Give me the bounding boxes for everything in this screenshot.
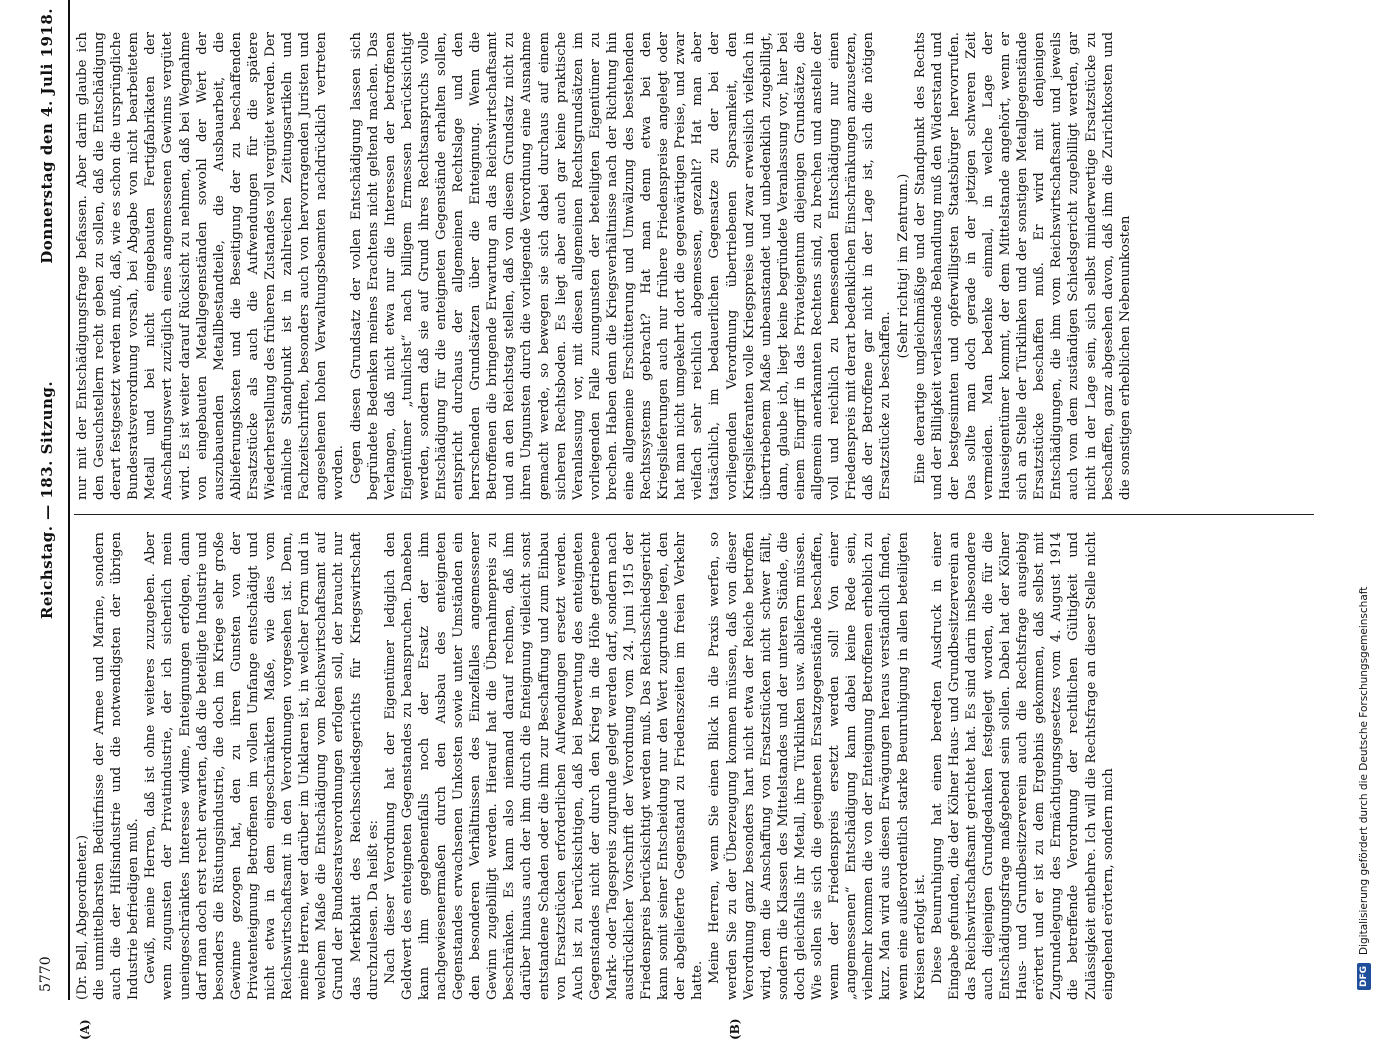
paragraph: Nach dieser Verordnung hat der Eigentümer lediglich den Geldwert des enteigneten Gegenstandes zu beanspruchen. Daneben kann ihm gegebenenfalls noch der Ersatz der ihm nachgewiesenermaßen durch den Ausbau des enteigneten Gegenstandes erwachsenen Unkosten sowie unter Umständen ein den besonderen Verhältnissen des Einzelfalles angemessener Gewinn zugebilligt werden. Hierauf hat die Übernahmepreis zu beschränken. Es kann also niemand darauf rechnen, daß ihm darüber hinaus auch der ihm durch die Enteignung vielleicht sonst entstandene Schaden oder die ihm zur Beschaffung und zum Einbau von Ersatzstücken erforderlichen Aufwendungen ersetzt werden. Auch ist zu berücksichtigen, daß bei Bewertung des enteigneten Gegenstandes nicht der durch den Krieg in die Höhe getriebene Markt- oder Tagespreis zugrunde gelegt werden darf, sondern nach ausdrücklicher Vorschrift der Verordnung vom 24. Juni 1915 der Friedenspreis berücksichtigt werden muß. Das Reichsschiedsgericht kann somit seiner Entscheidung nur den Wert zugrunde legen, den der abgelieferte Gegenstand zu Friedenszeiten im freien Verkehr hatte.	[382, 532, 707, 1000]
paragraph: Gewiß, meine Herren, daß ist ohne weiteres zuzugeben. Aber wenn zugunsten der Privatindustrie, der ich sicherlich mein uneingeschränktes Interesse widme, Enteignungen erfolgen, dann darf man doch erst recht erwarten, daß die beteiligte Industrie und besonders die Rüstungsindustrie, die doch im Kriege sehr große Gewinne gezogen hat, den zu ihren Gunsten von der Privatenteignung Betroffenen im vollen Umfange entschädigt und nicht etwa in dem eingeschränkten Maße, wie dies vom Reichswirtschaftsamt in den Verordnungen vorgesehen ist. Denn, meine Herren, wer darüber im Unklaren ist, in welcher Form und in welchem Maße die Entschädigung vom Reichswirtschaftsamt auf Grund der Bundesratsverordnungen erfolgen soll, der braucht nur das Merkblatt des Reichsschiedsgerichts für Kriegswirtschaft durchzulesen. Da heißt es:	[142, 532, 381, 1000]
interjection: (Sehr richtig! im Zentrum.)	[895, 32, 912, 500]
left-column	[74, 532, 1314, 1000]
paragraph: Diese Beunruhigung hat einen beredten Ausdruck in einer Eingabe gefunden, die der Kölner Haus- und Grundbesitzerverein an das Reichswirtschaftsamt gerichtet hat. Es sind darin insbesondere auch diejenigen Grundgedanken festgelegt worden, die für die Entschädigungsfrage maßgebend sein sollen. Dabei hat der Kölner Haus- und Grundbesitzerverein auch die Rechtsfrage ausgiebig erörtert und er ist zu dem Ergebnis gekommen, daß selbst mit Zugrundelegung des Ermächtigungsgesetzes vom 4. August 1914 die betreffende Verordnung der rechtlichen Gültigkeit und Zulässigkeit entbehre. Ich will die Rechtsfrage an dieser Stelle nicht eingehend erörtern, sondern mich	[929, 532, 1117, 1000]
paragraph: Gegen diesen Grundsatz der vollen Entschädigung lassen sich begründete Bedenken meines Erachtens nicht geltend machen. Das Verlangen, daß nicht etwa nur die Interessen der betroffenen Eigentümer „tunlichst“ nach billigem Ermessen berücksichtigt werden, sondern daß sie auf Grund ihres Rechtsanspruchs volle Entschädigung für die enteigneten Gegenstände erhalten sollen, entspricht durchaus der allgemeinen Rechtslage und den herrschenden Grundsätzen über die Enteignung. Wenn die Betroffenen die bringende Erwartung an das Reichswirtschaftsamt und an den Reichstag stellen, daß von diesem Grundsatz nicht zu ihren Ungunsten durch die vorliegende Verordnung eine Ausnahme gemacht werde, so bewegen sie sich dabei durchaus auf einem sicheren Rechtsboden. Es liegt aber auch gar keine praktische Veranlassung vor, mit diesen allgemeinen Rechtsgrundsätzen im vorliegenden Falle zuungunsten der beteiligten Eigentümer zu brechen. Haben denn die Kriegsverhältnisse nach der Richtung hin eine allgemeine Erschütterung und Umwälzung des bestehenden Rechtssystems gebracht? Hat man denn etwa bei den Kriegslieferungen auch nur frühere Friedenspreise angelegt oder hat man nicht umgekehrt dort die gegenwärtigen Preise, und zwar vielfach sehr reichlich abgemessen, gezahlt? Hat man aber tatsächlich, im bedauerlichen Gegensatze zu der bei der vorliegenden Verordnung übertriebenen Sparsamkeit, den Kriegslieferanten volle Kriegspreise und zwar erweislich vielfach in übertriebenem Maße unbeanstandet und unbedenklich zugebilligt, dann, glaube ich, liegt keine begründete Veranlassung vor, hier bei einem Eingriff in das Privateigentum diejenigen Grundsätze, die allgemein anerkannten Rechtens sind, zu brechen und anstelle der voll und reichlich zu bemessenden Entschädigung nur einen Friedenspreis mit derart bedenklichen Einschränkungen anzusetzen, daß der Betroffene gar nicht in der Lage ist, sich die nötigen Ersatzstücke zu beschaffen.	[348, 32, 895, 500]
rotated-page-content	[28, 0, 1338, 1000]
margin-mark-b: (B)	[728, 1019, 742, 1040]
dfg-logo: DFG	[1357, 963, 1371, 990]
digitization-credit: Digitalisierung gefördert durch die Deutsche Forschungsgemeinschaft	[1351, 587, 1377, 955]
paragraph: nur mit der Entschädigungsfrage befassen. Aber darin glaube ich den Gesuchstellern recht geben zu sollen, daß die Entschädigung derart festgesetzt werden muß, daß, wie es schon die ursprüngliche Bundesratsverordnung vorsah, bei Abgabe von nicht bearbeitetem Metall und bei nicht eingebauten Fertigfabrikaten der Anschaffungswert zuzüglich eines angemessenen Gewinns vergütet wird. Es ist weiter darauf Rücksicht zu nehmen, daß bei Wegnahme von eingebauten Metallgegenständen sowohl der Wert der auszubauenden Metallbestandteile, die Ausbauarbeit, die Ablieferungskosten und die Beseitigung der zu beschaffenden Ersatzstücke als auch die Aufwendungen für die spätere Wiederherstellung des früheren Zustandes voll vergütet werden. Der nämliche Standpunkt ist in zahlreichen Zeitungsartikeln und Fachzeitschriften, besonders auch von hervorragenden Juristen und angesehenen hohen Verwaltungsbeamten nachdrücklich vertreten worden.	[74, 32, 348, 500]
speaker-line: (Dr. Bell, Abgeordneter.)	[74, 532, 91, 1000]
page-header	[28, 0, 70, 1000]
paragraph: Meine Herren, wenn Sie einen Blick in die Praxis werfen, so werden Sie zu der Überzeugung kommen müssen, daß von dieser Verordnung ganz besonders hart nicht etwa der Reiche betroffen wird, dem die Anschaffung von Ersatzstücken nicht schwer fällt, sondern die Klassen des Mittelstandes und der unteren Stände, die doch gleichfalls ihr Metall, ihre Türklinken usw. abliefern müssen. Wie sollen sie sich die geeigneten Ersatzgegenstände beschaffen, wenn der Friedenspreis ersetzt werden soll! Von einer „angemessenen“ Entschädigung kann dabei keine Rede sein, vielmehr kommen die von der Enteignung Betroffenen erheblich zu kurz. Man wird aus diesen Erwägungen heraus verständlich finden, wenn eine außerordentlich starke Beunruhigung in allen beteiligten Kreisen erfolgt ist.	[706, 532, 928, 1000]
header-date: Donnerstag den 4. Juli 1918.	[38, 8, 56, 264]
margin-mark-a: (A)	[78, 1019, 92, 1040]
header-session-title: Reichstag. — 183. Sitzung.	[38, 0, 56, 1000]
right-column	[74, 32, 1314, 500]
digitization-note	[1349, 10, 1375, 990]
paragraph: die unmittelbarsten Bedürfnisse der Armee und Marine, sondern auch die der Hilfsindustrie und die notwendigsten der übrigen Industrie befriedigen muß.	[91, 532, 142, 1000]
page-number: 5770	[38, 956, 54, 992]
column-divider	[74, 514, 1314, 515]
paragraph: Eine derartige ungleichmäßige und der Standpunkt des Rechts und der Billigkeit verlassende Behandlung muß den Widerstand und der bestgesinnten und opferwilligsten Staatsbürger hervorrufen. Das sollte man doch gerade in der jetzigen schweren Zeit vermeiden. Man bedenke einmal, in welche Lage der Hauseigentümer kommt, der dem Mittelstande angehört, wenn er sich an Stelle der Türklinken und der sonstigen Metallgegenstände Ersatzstücke beschaffen muß. Er wird mit denjenigen Entschädigungen, die ihm vom Reichswirtschaftsamt und jeweils auch vom dem zuständigen Schiedsgericht zugebilligt werden, gar nicht in der Lage sein, sich selbst minderwertige Ersatzstücke zu beschaffen, ganz abgesehen davon, daß ihm die Zurichtkosten und die sonstigen erheblichen Nebenunkosten	[912, 32, 1134, 500]
